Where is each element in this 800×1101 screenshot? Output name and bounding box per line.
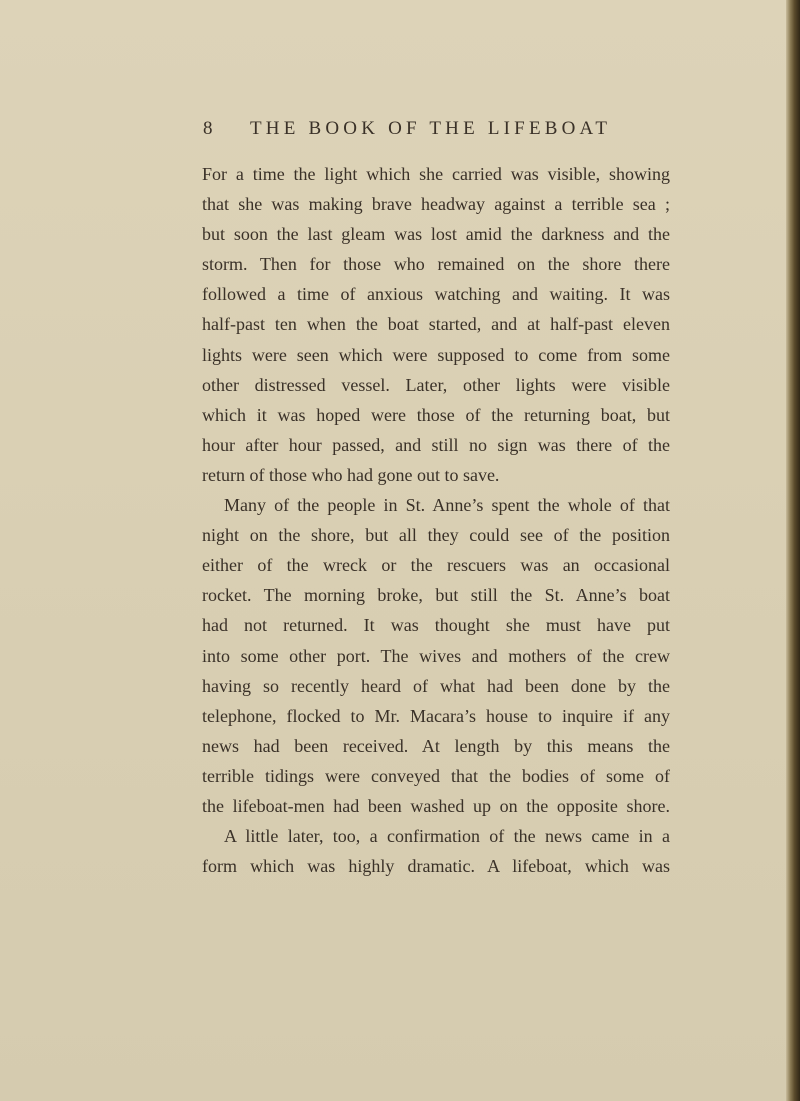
text-line: For a time the light which she carried was visible, showing xyxy=(202,164,670,184)
text-line: A little later, too, a confirmation of the news came in a xyxy=(224,826,670,847)
text-line: hour after hour passed, and still no sign was there of the xyxy=(202,434,670,455)
page-number: 8 xyxy=(203,118,213,139)
text-line: form which was highly dramatic. A lifeboat, which was xyxy=(202,856,670,877)
text-line: having so recently heard of what had been done by the xyxy=(202,675,670,696)
body-text xyxy=(202,159,670,881)
text-line: telephone, flocked to Mr. Macara’s house to inquire if any xyxy=(202,705,670,726)
text-line: either of the wreck or the rescuers was an occasional xyxy=(202,555,670,576)
running-title: THE BOOK OF THE LIFEBOAT xyxy=(250,118,612,139)
text-line: Many of the people in St. Anne’s spent the whole of that xyxy=(224,495,670,516)
text-line: terrible tidings were conveyed that the bodies of some of xyxy=(202,765,670,786)
text-line: return of those who had gone out to save. xyxy=(202,464,500,485)
page-edge xyxy=(786,0,800,1101)
text-line: the lifeboat-men had been washed up on the opposite shore. xyxy=(202,795,670,816)
text-line: which it was hoped were those of the returning boat, but xyxy=(202,404,670,425)
text-line: other distressed vessel. Later, other lights were visible xyxy=(202,374,670,395)
text-line: into some other port. The wives and mothers of the crew xyxy=(202,645,670,666)
text-line: half-past ten when the boat started, and at half-past eleven xyxy=(202,314,670,335)
text-line: followed a time of anxious watching and waiting. It was xyxy=(202,284,670,305)
text-line: storm. Then for those who remained on the shore there xyxy=(202,254,670,275)
text-line: but soon the last gleam was lost amid the darkness and the xyxy=(202,224,670,245)
text-line: that she was making brave headway against a terrible sea ; xyxy=(202,194,670,215)
text-line: lights were seen which were supposed to come from some xyxy=(202,344,670,365)
text-line: had not returned. It was thought she must have put xyxy=(202,615,670,636)
text-line: rocket. The morning broke, but still the St. Anne’s boat xyxy=(202,585,670,606)
text-line: night on the shore, but all they could see of the position xyxy=(202,525,670,546)
text-line: news had been received. At length by this means the xyxy=(202,735,670,756)
